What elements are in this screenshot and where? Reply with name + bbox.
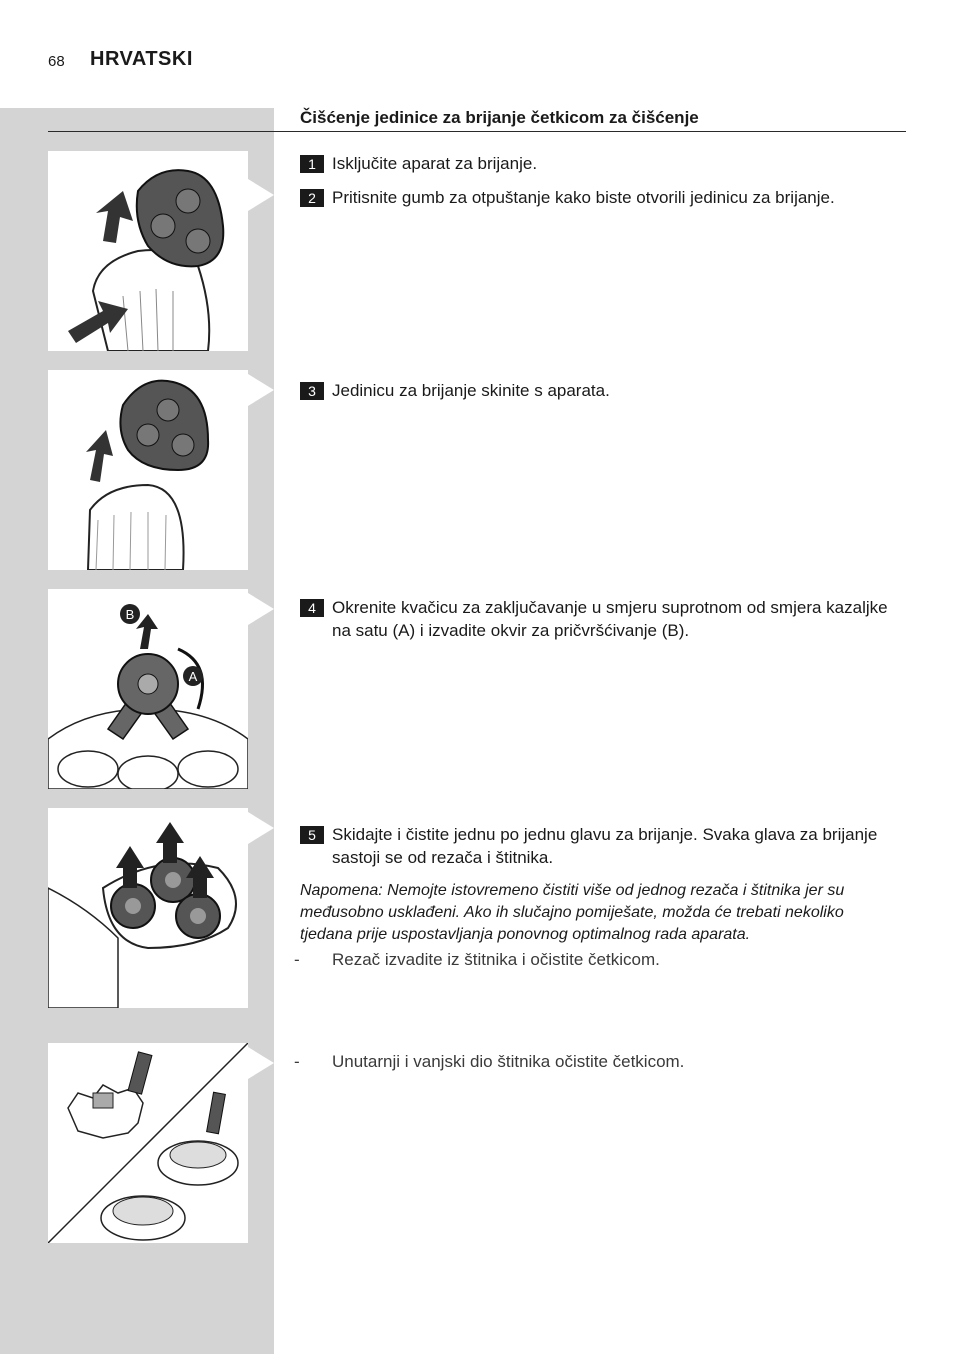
step-number-badge: 5 (300, 826, 324, 844)
bullet-item (290, 1050, 890, 1073)
label-b: B (125, 607, 135, 622)
step-4 (300, 596, 900, 642)
illustration-retaining-frame (48, 589, 248, 789)
step-5 (300, 823, 900, 869)
illustration-brush-cleaning (48, 1043, 248, 1243)
step-text: Skidajte i čistite jednu po jednu glavu za brijanje. Svaka glava za brijanje sastoji se od rezača i štitnika. (332, 825, 878, 867)
pointer-notch (248, 812, 274, 844)
step-text: Pritisnite gumb za otpuštanje kako biste otvorili jedinicu za brijanje. (332, 188, 835, 207)
illustration-open-shaving-unit (48, 151, 248, 351)
section-title: Čišćenje jedinice za brijanje četkicom za čišćenje (300, 108, 699, 127)
pointer-notch (248, 179, 274, 211)
step-2 (300, 186, 900, 209)
step-number-badge: 4 (300, 599, 324, 617)
bullet-dash: - (294, 950, 300, 969)
bullet-item (290, 948, 890, 971)
bullet-dash: - (294, 1052, 300, 1071)
step-number-badge: 3 (300, 382, 324, 400)
step-3 (300, 379, 900, 402)
step-1 (300, 152, 900, 175)
illustration-remove-shaving-unit (48, 370, 248, 570)
header-rule (48, 131, 906, 132)
step-number-badge: 1 (300, 155, 324, 173)
note-text: Napomena: Nemojte istovremeno čistiti više od jednog rezača i štitnika jer su međusobno usklađeni. Ako ih slučajno pomiješate, možda će trebati nekoliko tjedana prije uspostavljanja ponovnog optimalnog rada aparata. (300, 882, 845, 943)
step-text: Jedinicu za brijanje skinite s aparata. (332, 381, 610, 400)
pointer-notch (248, 374, 274, 406)
step-text: Isključite aparat za brijanje. (332, 154, 538, 173)
illustration-remove-shaving-heads (48, 808, 248, 1008)
page-number: 68 (48, 53, 65, 70)
label-a: A (188, 669, 198, 684)
pointer-notch (248, 593, 274, 625)
step-text: Okrenite kvačicu za zaključavanje u smjeru suprotnom od smjera kazaljke na satu (A) i izvadite okvir za pričvršćivanje (B). (332, 598, 888, 640)
step-number-badge: 2 (300, 189, 324, 207)
language-heading: HRVATSKI (90, 48, 193, 70)
bullet-text: Unutarnji i vanjski dio štitnika očistite četkicom. (332, 1052, 685, 1071)
bullet-text: Rezač izvadite iz štitnika i očistite četkicom. (332, 950, 660, 969)
pointer-notch (248, 1047, 274, 1079)
